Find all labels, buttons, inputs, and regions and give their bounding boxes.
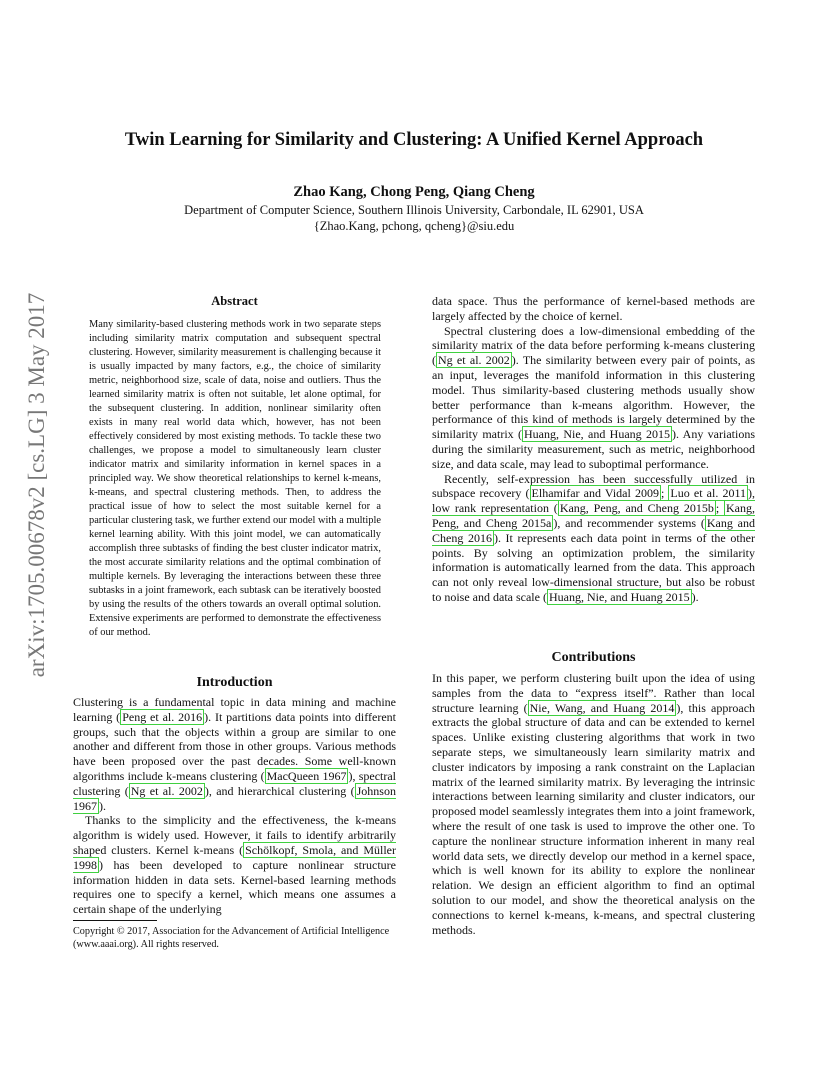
paper-authors: Zhao Kang, Chong Peng, Qiang Cheng	[293, 184, 535, 200]
footnote-rule	[73, 920, 157, 921]
text-run: Recently, self-expression has been successfully utilized in subspace recovery (	[432, 471, 755, 501]
abstract-heading: Abstract	[211, 294, 258, 308]
contributions-heading: Contributions	[551, 650, 636, 665]
intro-paragraph-2	[73, 813, 396, 917]
text-run: ), spectral clustering (	[73, 768, 397, 798]
citation-link[interactable]: Elhamifar and Vidal 2009	[531, 486, 659, 501]
citation-link[interactable]: Schölkopf, Smola, and Müller 1998	[73, 842, 396, 872]
text-run: ), and hierarchical clustering (	[204, 783, 355, 798]
text-run: Spectral clustering does a low-dimensional embedding of the similarity matrix of the data before performing k-means clustering (	[432, 323, 755, 368]
text-run: ), this approach extracts the global structure of data and can be extended to kernel spaces. Unlike existing clustering algorithms that work in two separate steps, we simultaneously learn similarity matrix and cluster indicators by imposing a rank constraint on the Laplacian matrix of the learned similarity matrix. By leveraging the intrinsic interactions between learning similarity and cluster indicators, our proposed model seamlessly integrates them into a joint framework, where the result of one task is used to improve the other one. To capture the nonlinear structure information inherent in many real world data sets, we directly develop our method in a kernel space, which is well known for its ability to explore the nonlinear relation. We design an efficient algorithm to find an optimal solution to our model, and show the theoretical analysis on the connections to kernel k-means, k-means, and spectral clustering methods.	[432, 700, 756, 937]
citation-link[interactable]: Kang and Cheng 2016	[432, 515, 755, 545]
arxiv-stamp	[20, 285, 54, 685]
text-run: ). It partitions data points into different groups, such that the objects within a group are similar to one another and different from those in other groups. Various methods have been proposed over the past decades. Some well-known algorithms include k-means clustering (	[73, 709, 396, 783]
text-run: ;	[715, 501, 724, 516]
citation-link[interactable]: MacQueen 1967	[266, 768, 347, 783]
copyright-footnote: Copyright © 2017, Association for the Advancement of Artificial Intelligence (www.aaai.org). All rights reserved.	[73, 926, 390, 950]
citation-link[interactable]: Ng et al. 2002	[438, 353, 510, 368]
text-run: Thanks to the simplicity and the effectiveness, the k-means algorithm is widely used. However, it fails to identify arbitrarily shaped clusters. Kernel k-means (	[73, 813, 396, 857]
arxiv-stamp-text: arXiv:1705.00678v2 [cs.LG] 3 May 2017	[24, 292, 49, 678]
affiliation-block	[0, 202, 828, 234]
citation-link[interactable]: Luo et al. 2011	[670, 486, 746, 501]
text-run: In this paper, we perform clustering built upon the idea of using samples from the data to “express itself”. Rather than local structure learning (	[432, 671, 755, 715]
text-run: ), low rank representation (	[432, 486, 755, 516]
right-paragraph-0: data space. Thus the performance of kernel-based methods are largely affected by the choice of kernel.	[432, 294, 755, 323]
author-emails: {Zhao.Kang, pchong, qcheng}@siu.edu	[313, 219, 515, 233]
citation-link[interactable]: Peng et al. 2016	[122, 709, 203, 724]
text-run: ). Any variations during the similarity measurement, such as metric, neighborhood size, and data scale, may lead to suboptimal performance.	[432, 427, 755, 471]
introduction-heading: Introduction	[196, 675, 273, 690]
abstract-text: Many similarity-based clustering methods work in two separate steps including similarity matrix computation and subsequent spectral clustering. However, similarity measurement is challenging because it is usually impacted by many factors, e.g., the choice of similarity metric, neighborhood size, scale of data, noise and outliers. Thus the learned similarity matrix is often not suitable, let alone optimal, for the subsequent clustering. In addition, nonlinear similarity often exists in many real world data which, however, has not been effectively considered by most existing methods. To tackle these two challenges, we propose a model to simultaneously learn cluster indicator matrix and similarity information in kernel spaces in a principled way. We show theoretical relationships to kernel k-means, k-means, and spectral clustering methods. Then, to address the practical issue of how to select the most suitable kernel for a particular clustering task, we further extend our model with a multiple kernel learning ability. With this joint model, we can automatically accomplish three subtasks of finding the best cluster indicator matrix, the most accurate similarity relations and the optimal combination of multiple kernels. By leveraging the interactions between these three subtasks in a joint framework, each subtask can be iteratively boosted by using the results of the others towards an overall optimal solution. Extensive experiments are performed to demonstrate the effectiveness of our method.	[89, 319, 381, 638]
text-run: ). It represents each data point in terms of the other points. By solving an optimization problem, the similarity information is automatically learned from the data. This approach can not only reveal low-dimensional structure, but also be robust to noise and data scale (	[432, 530, 755, 604]
paper-title: Twin Learning for Similarity and Clustering: A Unified Kernel Approach	[124, 130, 704, 150]
introduction-body	[73, 695, 396, 917]
citation-link[interactable]: Johnson 1967	[73, 783, 396, 813]
text-run: ;	[660, 486, 669, 501]
contributions-body	[432, 671, 755, 937]
intro-paragraph-1	[73, 695, 396, 813]
text-run: ).	[691, 589, 699, 604]
right-paragraph-2	[432, 472, 755, 605]
affiliation: Department of Computer Science, Southern Illinois University, Carbondale, IL 62901, USA	[184, 203, 644, 217]
citation-link[interactable]: Huang, Nie, and Huang 2015	[548, 589, 690, 604]
text-run: Clustering is a fundamental topic in data mining and machine learning (	[73, 695, 396, 724]
citation-link[interactable]: Ng et al. 2002	[130, 783, 203, 798]
right-paragraph-1	[432, 324, 755, 472]
citation-link[interactable]: Nie, Wang, and Huang 2014	[529, 700, 675, 715]
text-run: ). The similarity between every pair of points, as an input, leverages the manifold information in this clustering model. Thus similarity-based clustering methods usually show better performance than k-means algorithm. However, the performance of this kind of methods is largely determined by the similarity matrix (	[432, 353, 755, 442]
right-column-body	[432, 294, 755, 605]
text-run: ).	[99, 798, 106, 813]
contributions-paragraph-1	[432, 671, 755, 937]
citation-link[interactable]: Kang, Peng, and Cheng 2015a	[432, 501, 755, 530]
citation-link[interactable]: Huang, Nie, and Huang 2015	[524, 427, 670, 442]
text-run: ), and recommender systems (	[553, 515, 705, 530]
text-run: ) has been developed to capture nonlinear structure information hidden in data sets. Kernel-based learning methods requires one to specify a kernel, which means one assumes a certain shape of the underlying	[73, 857, 396, 917]
citation-link[interactable]: Kang, Peng, and Cheng 2015b	[559, 501, 714, 516]
